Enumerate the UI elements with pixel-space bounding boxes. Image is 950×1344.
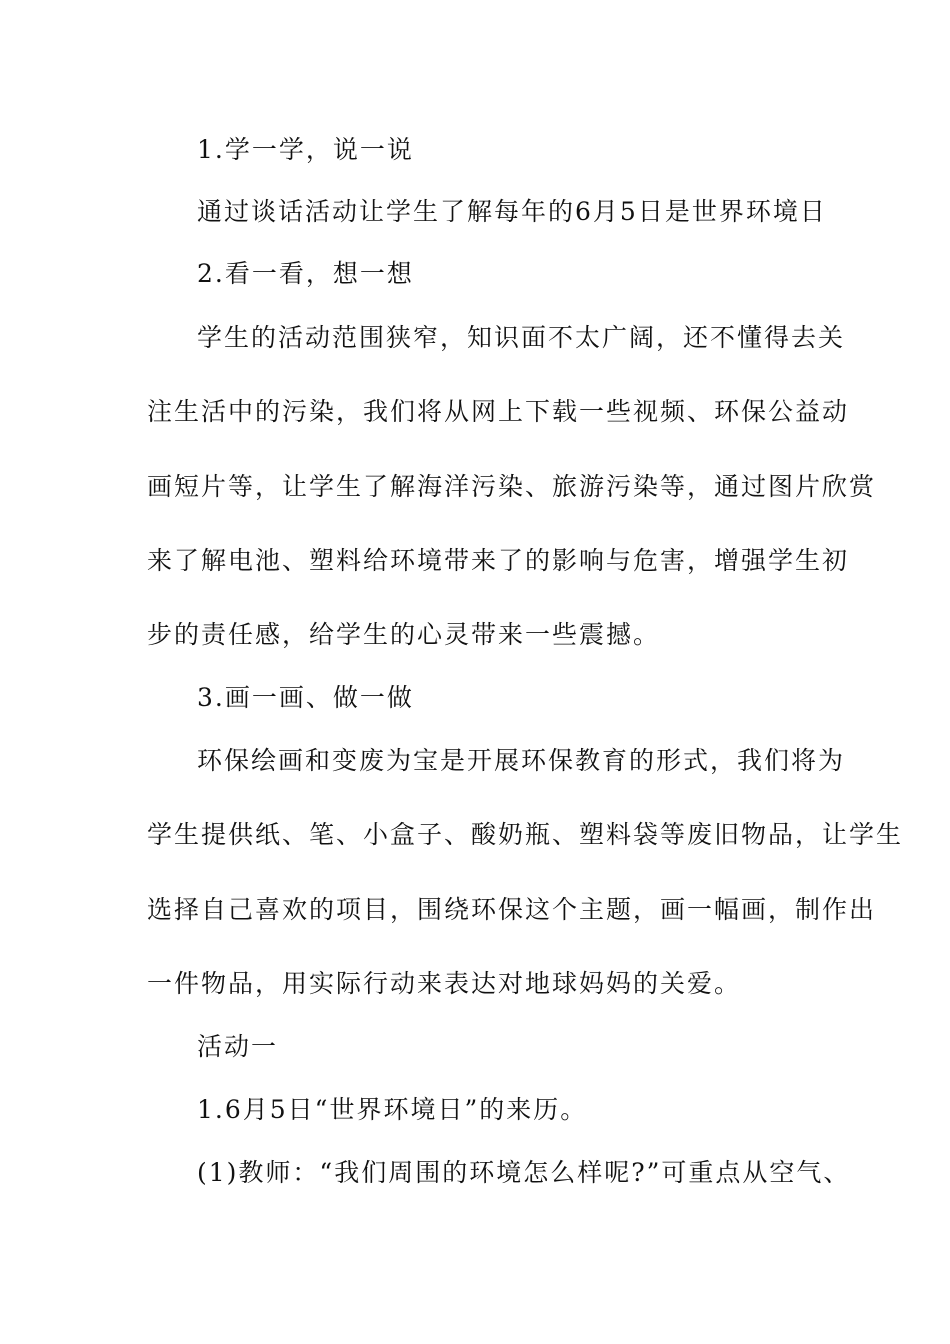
section-heading-3: 3.画一画、做一做 xyxy=(197,683,414,712)
section-heading-1: 1.学一学，说一说 xyxy=(197,135,414,164)
activity-heading: 活动一 xyxy=(197,1032,279,1061)
paragraph-line: 步的责任感，给学生的心灵带来一些震撼。 xyxy=(147,620,661,649)
paragraph-line: 环保绘画和变废为宝是开展环保教育的形式，我们将为 xyxy=(197,746,846,775)
paragraph-line: 选择自己喜欢的项目，围绕环保这个主题，画一幅画，制作出 xyxy=(147,895,877,924)
paragraph-line: (1)教师：“我们周围的环境怎么样呢?”可重点从空气、 xyxy=(197,1158,851,1187)
section-heading-2: 2.看一看，想一想 xyxy=(197,259,414,288)
paragraph-line: 注生活中的污染，我们将从网上下载一些视频、环保公益动 xyxy=(147,397,850,426)
paragraph-line: 学生提供纸、笔、小盒子、酸奶瓶、塑料袋等废旧物品，让学生 xyxy=(147,820,904,849)
paragraph-line: 1.6月5日“世界环境日”的来历。 xyxy=(197,1095,588,1124)
paragraph-line: 学生的活动范围狭窄，知识面不太广阔，还不懂得去关 xyxy=(197,323,846,352)
paragraph-line: 来了解电池、塑料给环境带来了的影响与危害，增强学生初 xyxy=(147,546,850,575)
paragraph-line: 一件物品，用实际行动来表达对地球妈妈的关爱。 xyxy=(147,969,742,998)
paragraph-line: 画短片等，让学生了解海洋污染、旅游污染等，通过图片欣赏 xyxy=(147,472,877,501)
paragraph-line: 通过谈话活动让学生了解每年的6月5日是世界环境日 xyxy=(197,197,827,226)
